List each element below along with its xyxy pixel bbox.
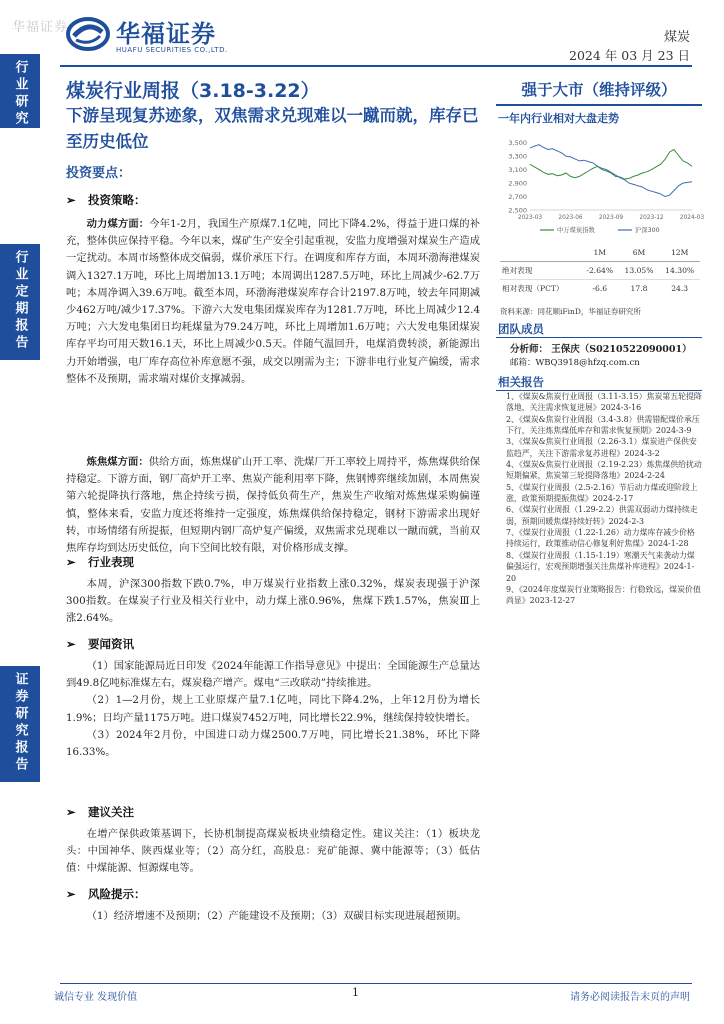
relative-performance-chart bbox=[500, 128, 705, 240]
report-date: 2024 年 03 月 23 日 bbox=[569, 48, 690, 63]
analyst-email[interactable]: 邮箱：WBQ3918@hfzq.com.cn bbox=[510, 358, 640, 368]
table-row bbox=[500, 262, 700, 280]
industry-rating: 强于大市（维持评级） bbox=[521, 81, 677, 99]
data-source-note: 资料来源：同花顺iFinD，华福证券研究所 bbox=[500, 307, 641, 316]
report-title: 煤炭行业周报（3.18-3.22） bbox=[66, 80, 320, 102]
y-tick-label: 3,100 bbox=[508, 166, 527, 175]
series-line bbox=[530, 145, 692, 197]
performance-paragraph: 本周，沪深300指数下跌0.7%，申万煤炭行业指数上涨0.32%，煤炭表现强于沪深300指数。在煤炭子行业及相关行业中，动力煤上涨0.96%，焦煤下跌1.57%，焦炭Ⅲ上涨2.64%。 bbox=[66, 578, 480, 625]
x-tick-label: 2023-09 bbox=[598, 215, 624, 221]
team-divider bbox=[496, 337, 702, 338]
y-tick-label: 3,500 bbox=[508, 139, 527, 148]
table-header-cell: 12M bbox=[659, 244, 700, 262]
rating-divider bbox=[496, 104, 702, 106]
related-report-link[interactable]: 2、《煤炭&焦炭行业周报（3.4-3.8）供需错配煤价承压下行，关注炼焦煤低库存和需求恢复预期》2024-3-9 bbox=[506, 414, 700, 436]
section-news-heading: ➢ 要闻资讯 bbox=[66, 637, 134, 651]
news-item: （3）2024年2月份，中国进口动力煤2500.7万吨，同比增长21.38%，环比下降16.33%。 bbox=[66, 728, 480, 759]
x-tick-label: 2023-12 bbox=[639, 215, 664, 221]
thermal-coal-paragraph: 动力煤方面：今年1-2月，我国生产原煤7.1亿吨，同比下降4.2%，得益于进口煤的补充，整体供应保持平稳。今年以来，煤矿生产安全引起重视，安监力度增强对煤炭生产造成一定扰动。本周市场整体成交偏弱，煤价承压下行。在调度和库存方面，本周环渤海港煤炭调入1327.1万吨，环比上周增加13.1万吨；本周调出1287.5万吨，环比上周减少-62.7万吨；本周净调入39.6万吨。截至本周，环渤海港煤炭库存合计2197.8万吨，较去年同期减少462万吨/减少17.37%。下游六大发电集团煤炭库存为1281.7万吨，环比上周减少12.4万吨；六大发电集团日均耗煤量为79.24万吨，环比上周增加1.6万吨；六大发电集团煤炭库存平均可用天数16.1天，环比上周减少0.5天。伴随气温回升，电煤消费转淡，新能源出力开始增强，电厂库存高位补库意愿不强，成交以刚需为主；下游非电行业复产偏缓，需求整体不及预期，需求端对煤价支撑减弱。 bbox=[66, 218, 480, 385]
arrow-icon: ➢ bbox=[66, 555, 76, 569]
coking-coal-label: 炼焦煤方面： bbox=[86, 456, 149, 468]
table-cell: -2.64% bbox=[581, 262, 619, 280]
x-tick-label: 2024-03 bbox=[679, 215, 705, 221]
arrow-icon: ➢ bbox=[66, 637, 76, 651]
analyst-name: 分析师： 王保庆（S0210522090001） bbox=[510, 344, 692, 355]
table-row bbox=[500, 280, 700, 298]
related-reports-list bbox=[506, 391, 702, 607]
chart-title: 一年内行业相对大盘走势 bbox=[498, 112, 619, 125]
section-strategy-heading: ➢ 投资策略： bbox=[66, 193, 146, 207]
arrow-icon: ➢ bbox=[66, 805, 76, 819]
related-report-link[interactable]: 8、《煤炭行业周报（1.15-1.19）寒潮天气来袭动力煤偏强运行，宏观预期增强关注焦煤补库进程》2024-1-20 bbox=[506, 550, 695, 583]
arrow-icon: ➢ bbox=[66, 887, 76, 901]
table-cell: 14.30% bbox=[659, 262, 700, 280]
advice-paragraph: 在增产保供政策基调下，长协机制提高煤炭板块业绩稳定性。建议关注：（1）板块龙头：中国神华、陕西煤业等；（2）高分红，高股息：兖矿能源、冀中能源等；（3）低估值：中煤能源、恒源煤电等。 bbox=[66, 828, 480, 875]
related-report-link[interactable]: 1、《煤炭&焦炭行业周报（3.11-3.15）焦炭第五轮提降落地，关注需求恢复进展》2024-3-16 bbox=[506, 392, 702, 413]
sidebar-tag-periodic: 行业定期报告 bbox=[0, 244, 40, 360]
news-list bbox=[66, 658, 480, 761]
table-header-row bbox=[500, 244, 700, 262]
footer-disclaimer: 请务必阅读报告末页的声明 bbox=[570, 992, 690, 1003]
y-tick-label: 2,900 bbox=[508, 179, 527, 188]
logo-text: 华福证券 bbox=[116, 20, 216, 48]
watermark: 华福证券 bbox=[12, 20, 69, 35]
page-number: 1 bbox=[352, 986, 359, 999]
y-tick-label: 2,500 bbox=[508, 206, 527, 215]
related-reports-heading: 相关报告 bbox=[498, 375, 544, 389]
performance-table bbox=[500, 244, 700, 297]
related-report-link[interactable]: 4、《煤炭&焦炭行业周报（2.19-2.23）炼焦煤供给扰动短期偏紧，焦炭第三轮提降落地》2024-2-24 bbox=[506, 460, 702, 481]
news-item: （2）1—2月份，规上工业原煤产量7.1亿吨，同比下降4.2%，上年12月份为增长1.9%；日均产量1175万吨。进口煤炭7452万吨，同比增长22.9%，继续保持较快增长。 bbox=[66, 694, 480, 724]
section-advice-heading: ➢ 建议关注 bbox=[66, 805, 134, 819]
coking-coal-paragraph: 炼焦煤方面：供给方面，炼焦煤矿山开工率、洗煤厂开工率较上周持平，炼焦煤供给保持稳定。下游方面，钢厂高炉开工率、焦炭产能利用率下降，焦钢博弈继续加剧，本周焦炭第六轮提降执行落地，焦企持续亏损，保持低负荷生产，焦炭生产收缩对炼焦煤采购偏谨慎，整体来看，安监力度还将维持一定强度，炼焦煤供给保持稳定，钢材下游需求出现好转，市场情绪有所提振，但短期内钢厂高炉复产偏缓，双焦需求兑现难以一蹴而就，当前双焦库存均到达历史低位，向下空间比较有限，对价格形成支撑。 bbox=[66, 456, 481, 555]
sidebar-tag-securities: 证券研究报告 bbox=[0, 666, 40, 782]
sidebar-tag-research: 行业研究 bbox=[0, 54, 40, 128]
series-line bbox=[530, 150, 692, 180]
y-tick-label: 3,300 bbox=[508, 152, 527, 161]
table-row-label: 相对表现（PCT） bbox=[502, 284, 564, 293]
header-divider bbox=[60, 65, 692, 67]
section-risk-heading: ➢ 风险提示： bbox=[66, 887, 146, 901]
footer-slogan: 诚信专业 发现价值 bbox=[54, 992, 138, 1003]
x-tick-label: 2023-06 bbox=[558, 215, 583, 221]
related-report-link[interactable]: 3、《煤炭&焦炭行业周报（2.26-3.1）煤炭进产保供安监趋严，关注下游需求复苏进程》2024-3-2 bbox=[506, 437, 697, 458]
table-row-label: 绝对表现 bbox=[500, 262, 581, 280]
table-header-cell bbox=[500, 244, 581, 262]
logo-english: HUAFU SECURITIES CO.,LTD. bbox=[116, 46, 228, 54]
related-report-link[interactable]: 9、《2024年度煤炭行业策略报告：行稳致远，煤炭价值尚显》2023-12-27 bbox=[506, 584, 701, 606]
report-category: 煤炭 bbox=[663, 30, 690, 45]
thermal-coal-label: 动力煤方面： bbox=[86, 218, 150, 230]
x-tick-label: 2023-03 bbox=[517, 215, 543, 221]
arrow-icon: ➢ bbox=[66, 193, 76, 207]
related-report-link[interactable]: 6、《煤炭行业周报（1.29-2.2）供需双弱动力煤持续走弱，预期回暖焦煤持续好转》2024-2-3 bbox=[506, 505, 698, 526]
table-cell: 24.3 bbox=[671, 284, 689, 293]
company-logo bbox=[66, 14, 256, 58]
section-performance-heading: ➢ 行业表现 bbox=[66, 555, 134, 569]
table-cell: 13.05% bbox=[619, 262, 660, 280]
y-tick-label: 2,700 bbox=[508, 193, 527, 202]
table-header-cell: 6M bbox=[619, 244, 660, 262]
table-cell: -6.6 bbox=[592, 284, 608, 293]
legend-label: 沪深300 bbox=[635, 227, 660, 234]
related-report-link[interactable]: 5、《煤炭行业周报（2.5-2.16）节后动力煤或迎阶段上涨，政策预期提振焦煤》2024-2-17 bbox=[506, 482, 698, 504]
legend-label: 中万煤炭指数 bbox=[557, 227, 595, 234]
team-heading: 团队成员 bbox=[498, 322, 544, 336]
table-header-cell: 1M bbox=[581, 244, 619, 262]
logo-swirl-icon bbox=[66, 16, 110, 52]
related-report-link[interactable]: 7、《煤炭行业周报（1.22-1.26）动力煤库存减少价格持续运行，政策推动信心修复利好焦煤》2024-1-28 bbox=[506, 528, 695, 549]
report-subtitle: 下游呈现复苏迹象，双焦需求兑现难以一蹴而就，库存已至历史低位 bbox=[66, 106, 479, 151]
key-points-heading: 投资要点： bbox=[66, 166, 132, 181]
news-item: （1）国家能源局近日印发《2024年能源工作指导意见》中提出：全国能源生产总量达到49.8亿吨标准煤左右，煤炭稳产增产。煤电“三改联动”持续推进。 bbox=[66, 660, 480, 690]
footer-divider bbox=[60, 983, 692, 984]
table-cell: 17.8 bbox=[630, 284, 648, 293]
risk-paragraph: （1）经济增速不及预期；（2）产能建设不及预期；（3）双碳目标实现进展超预期。 bbox=[86, 910, 467, 922]
